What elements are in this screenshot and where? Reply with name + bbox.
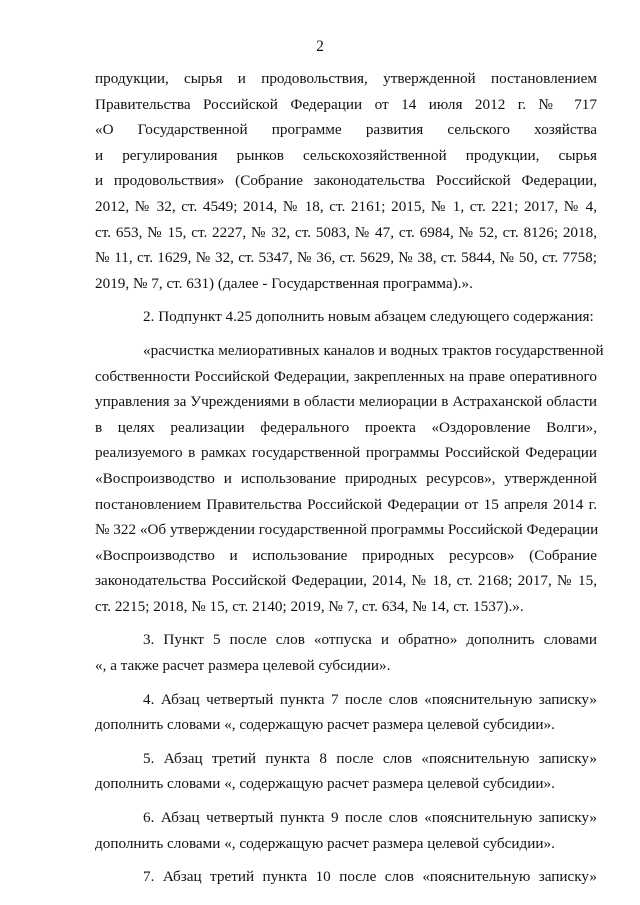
text-line: 2019, № 7, ст. 631) (далее - Государственная программа).». [95, 274, 473, 292]
text-line: 6. Абзац четвертый пункта 9 после слов «пояснительную записку» [143, 809, 597, 827]
text-line: в целях реализации федерального проекта «Оздоровление Волги», [95, 418, 597, 436]
text-line: 2. Подпункт 4.25 дополнить новым абзацем следующего содержания: [143, 308, 594, 326]
text-line: 7. Абзац третий пункта 10 после слов «пояснительную записку» [143, 868, 597, 886]
text-line: «Воспроизводство и использование природных ресурсов», утвержденной [95, 469, 597, 487]
text-line: дополнить словами «, содержащую расчет размера целевой субсидии». [95, 716, 555, 734]
paragraph-item-7 [95, 864, 597, 890]
text-line: «, а также расчет размера целевой субсидии». [95, 657, 391, 675]
paragraph-continuation [95, 66, 597, 296]
text-line: 2012, № 32, ст. 4549; 2014, № 18, ст. 2161; 2015, № 1, ст. 221; 2017, № 4, [95, 197, 597, 215]
document-body [95, 66, 604, 890]
paragraph-item-5 [95, 746, 597, 797]
text-line: «Воспроизводство и использование природных ресурсов» (Собрание [95, 546, 597, 564]
text-line: № 322 «Об утверждении государственной программы Российской Федерации [95, 521, 599, 539]
text-line: и регулирования рынков сельскохозяйственной продукции, сырья [95, 146, 597, 164]
text-line: 3. Пункт 5 после слов «отпуска и обратно» дополнить словами [143, 631, 597, 649]
text-line: дополнить словами «, содержащую расчет размера целевой субсидии». [95, 834, 555, 852]
text-line: 4. Абзац четвертый пункта 7 после слов «пояснительную записку» [143, 690, 597, 708]
text-line: ст. 2215; 2018, № 15, ст. 2140; 2019, № 7, ст. 634, № 14, ст. 1537).». [95, 597, 524, 615]
paragraph-item-6 [95, 805, 597, 856]
paragraph-item-4 [95, 687, 597, 738]
text-line: 5. Абзац третий пункта 8 после слов «пояснительную записку» [143, 749, 597, 767]
paragraph-item-3 [95, 627, 597, 678]
text-line: управления за Учреждениями в области мелиорации в Астраханской области [95, 393, 597, 411]
text-line: дополнить словами «, содержащую расчет размера целевой субсидии». [95, 775, 555, 793]
text-line: собственности Российской Федерации, закрепленных на праве оперативного [95, 367, 597, 385]
paragraph-quoted-text [95, 338, 604, 620]
page-number: 2 [316, 38, 324, 55]
text-line: реализуемого в рамках государственной программы Российской Федерации [95, 444, 597, 462]
paragraph-item-2 [95, 304, 597, 330]
text-line: «О Государственной программе развития сельского хозяйства [95, 121, 597, 139]
text-line: постановлением Правительства Российской Федерации от 15 апреля 2014 г. [95, 495, 597, 513]
text-line: «расчистка мелиоративных каналов и водных трактов государственной [143, 341, 604, 359]
text-line: законодательства Российской Федерации, 2014, № 18, ст. 2168; 2017, № 15, [95, 572, 597, 590]
text-line: продукции, сырья и продовольствия, утвержденной постановлением [95, 70, 597, 87]
text-line: Правительства Российской Федерации от 14 июля 2012 г. № 717 [95, 95, 597, 113]
text-line: № 11, ст. 1629, № 32, ст. 5347, № 36, ст. 5629, № 38, ст. 5844, № 50, ст. 7758; [95, 249, 597, 267]
text-line: ст. 653, № 15, ст. 2227, № 32, ст. 5083, № 47, ст. 6984, № 52, ст. 8126; 2018, [95, 223, 597, 241]
text-line: и продовольствия» (Собрание законодательства Российской Федерации, [95, 172, 597, 190]
